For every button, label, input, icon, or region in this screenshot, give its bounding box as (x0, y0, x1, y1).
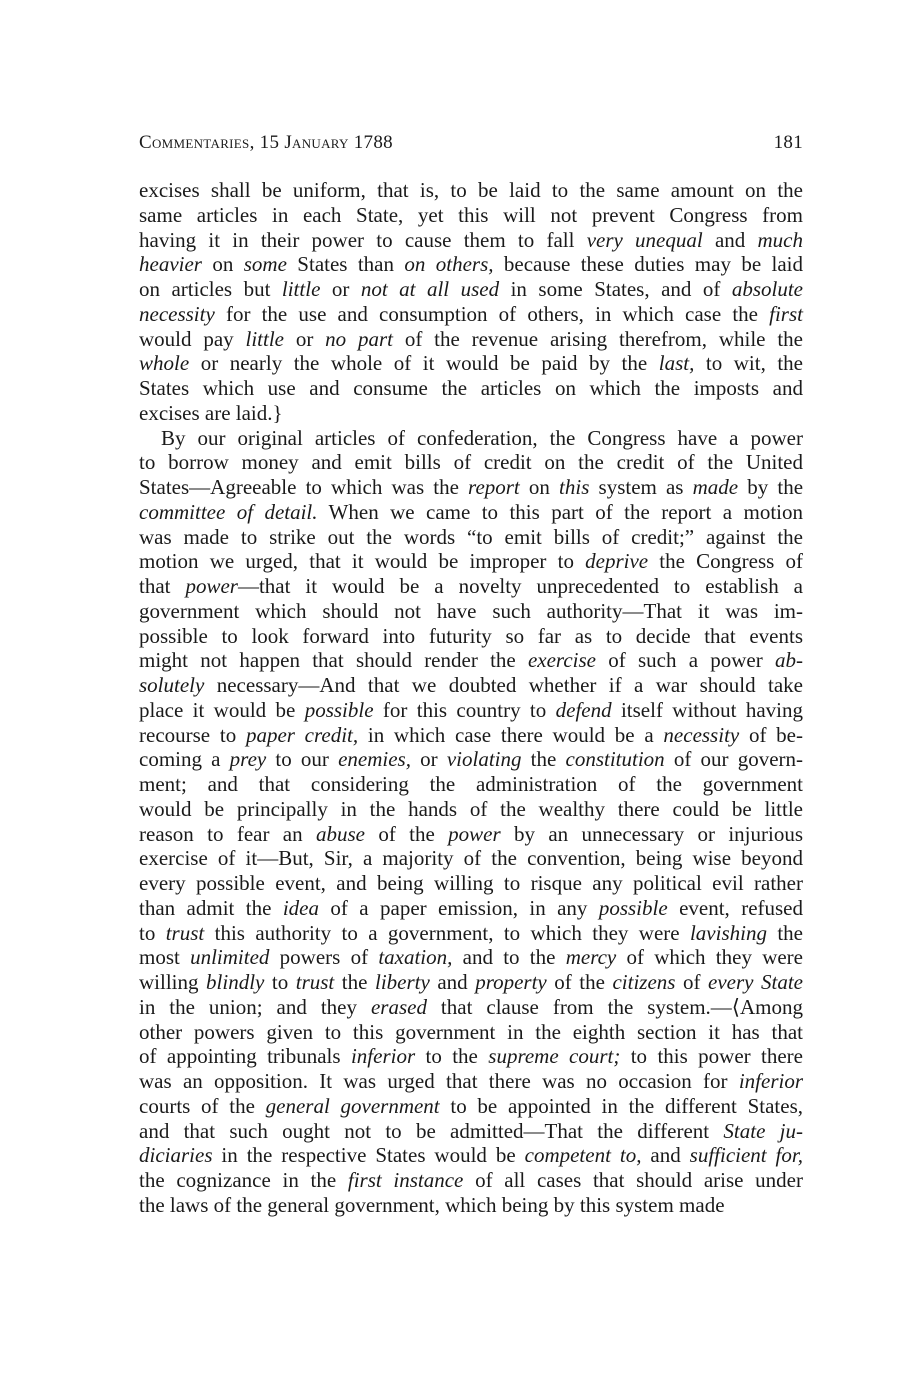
text-run: or (410, 747, 447, 772)
text-line (139, 970, 803, 995)
italic-run: mercy (565, 945, 617, 970)
text-run: or (320, 277, 361, 301)
italic-run: not at all used (360, 277, 500, 301)
italic-run: inferior (738, 1069, 803, 1093)
text-run: to (139, 920, 166, 945)
text-line (139, 599, 803, 624)
text-run: of be- (739, 722, 803, 747)
italic-run: committee of detail. (139, 499, 318, 524)
italic-run: power (185, 574, 238, 598)
text-run: the laws of the general government, which being by this system made (139, 1192, 725, 1217)
text-line (139, 871, 803, 896)
text-line (139, 1119, 803, 1144)
text-line (139, 302, 803, 327)
italic-run: enemies, (338, 747, 411, 772)
running-head-title: Commentaries, 15 January 1788 (139, 132, 393, 153)
text-run: by an unnecessary or injurious (500, 821, 804, 846)
italic-run: inferior (350, 1044, 416, 1069)
text-line (139, 1143, 803, 1168)
text-run: reason to fear an (139, 821, 316, 846)
italic-run: some (243, 252, 287, 277)
text-run: in which case there would be a (358, 722, 664, 747)
text-run: would be principally in the hands of the wealthy there could be little (139, 796, 803, 821)
text-run: States—Agreeable to which was the (139, 475, 469, 499)
text-run: would pay (139, 326, 246, 351)
text-line (139, 1044, 803, 1069)
italic-run: State ju- (723, 1118, 803, 1143)
text-run: of our govern- (664, 747, 804, 772)
italic-run: ab- (775, 648, 803, 673)
text-line (139, 277, 803, 302)
italic-run: prey (229, 747, 267, 772)
text-run: government which should not have such authority—That it was im- (139, 598, 803, 623)
text-line (139, 723, 803, 748)
italic-run: constitution (565, 747, 665, 772)
text-run: event, refused (667, 895, 803, 920)
text-line (139, 450, 803, 475)
italic-run: competent to, (524, 1143, 642, 1168)
text-line (139, 1020, 803, 1045)
text-run: motion we urged, that it would be improper to (139, 549, 586, 574)
italic-run: taxation, (378, 945, 453, 970)
italic-run: exercise (527, 648, 596, 673)
italic-run: first instance (347, 1168, 464, 1192)
text-run: of all cases that should arise under (463, 1168, 803, 1192)
text-line (139, 921, 803, 946)
italic-run: unlimited (190, 945, 270, 970)
text-run: for the use and consumption of others, in which case the (214, 301, 770, 326)
italic-run: paper credit, (245, 722, 359, 747)
italic-run: solutely (139, 673, 205, 697)
text-run: exercise of it—But, Sir, a majority of the convention, being wise beyond (139, 846, 803, 871)
italic-run: very unequal (586, 227, 703, 252)
text-run: excises shall be uniform, that is, to be laid to the same amount on the (139, 178, 803, 202)
italic-run: possible (304, 697, 374, 722)
text-run: than admit the (139, 895, 283, 920)
text-run: or (284, 326, 326, 351)
italic-run: defend (555, 697, 612, 722)
text-run: to be appointed in the different States, (439, 1093, 803, 1118)
body-text (139, 178, 803, 1218)
text-run: the (766, 920, 803, 945)
text-line (139, 500, 803, 525)
text-line (139, 1094, 803, 1119)
text-run: coming a (139, 747, 230, 772)
paragraph-p1 (139, 178, 803, 426)
italic-run: power (448, 821, 501, 846)
text-run: willing (139, 970, 207, 994)
paragraph-p2 (139, 426, 803, 1218)
text-line (139, 376, 803, 401)
text-run: itself without having (611, 697, 803, 722)
text-run: of which they were (616, 945, 803, 970)
running-head (139, 128, 803, 158)
text-line (139, 673, 803, 698)
text-run: powers of (269, 945, 379, 970)
text-run: in the respective States would be (212, 1143, 525, 1168)
text-line (139, 228, 803, 253)
italic-run: trust (165, 920, 205, 945)
text-run: States than (286, 252, 405, 277)
italic-run: no part (325, 326, 394, 351)
italic-run: abuse (315, 821, 365, 846)
italic-run: much (757, 227, 803, 252)
text-run: —that it would be a novelty unprecedented to establish a (237, 574, 803, 598)
text-run: and to the (452, 945, 566, 970)
italic-run: this (559, 475, 590, 499)
text-run: the Congress of (648, 549, 803, 574)
italic-run: trust (295, 970, 335, 994)
italic-run: general government (265, 1093, 440, 1118)
page-number: 181 (773, 132, 803, 153)
text-line (139, 574, 803, 599)
italic-run: idea (282, 895, 319, 920)
text-run: possible to look forward into futurity so far as to decide that events (139, 623, 803, 648)
text-line (139, 525, 803, 550)
text-run: and (641, 1143, 690, 1168)
italic-run: necessity (139, 301, 215, 326)
italic-run: little (281, 277, 321, 301)
text-run: excises are laid.} (139, 400, 283, 425)
italic-run: blindly (206, 970, 265, 994)
text-line (139, 648, 803, 673)
text-line (139, 945, 803, 970)
text-run: might not happen that should render the (139, 648, 528, 673)
text-run: system as (589, 475, 693, 499)
text-run: the cognizance in the (139, 1168, 348, 1192)
italic-run: every State (708, 970, 803, 994)
italic-run: erased (370, 994, 427, 1019)
text-run: on (519, 475, 560, 499)
italic-run: property (475, 970, 547, 994)
text-line (139, 351, 803, 376)
text-run: of such a power (595, 648, 775, 673)
text-run: By our original articles of confederation, the Congress have a power (161, 425, 803, 450)
text-run: ment; and that considering the administration of the government (139, 772, 803, 796)
text-run: that clause from the system.—⟨Among (426, 994, 804, 1019)
text-run: was made to strike out the words “to emit bills of credit;” against the (139, 524, 803, 549)
text-run: and (702, 227, 758, 252)
text-line (139, 797, 803, 822)
italic-run: necessity (663, 722, 740, 747)
text-line (139, 1168, 803, 1193)
text-run: because these duties may be laid (493, 252, 804, 277)
italic-run: made (692, 475, 739, 499)
text-run: having it in their power to cause them to fall (139, 227, 587, 252)
text-run: of a paper emission, in any (319, 895, 599, 920)
text-line (139, 426, 803, 451)
text-run: same articles in each State, yet this will not prevent Congress from (139, 202, 803, 227)
text-run: in the union; and they (139, 994, 371, 1019)
text-run: to borrow money and emit bills of credit on the credit of the United (139, 450, 803, 475)
text-run: that (139, 574, 186, 598)
text-line (139, 1069, 803, 1094)
text-line (139, 772, 803, 797)
text-line (139, 178, 803, 203)
text-run: on (201, 252, 244, 277)
text-run: most (139, 945, 191, 970)
italic-run: whole (139, 351, 190, 376)
text-run: in some States, and of (499, 277, 732, 301)
text-run: the (521, 747, 566, 772)
text-line (139, 1193, 803, 1218)
text-run: recourse to (139, 722, 246, 747)
text-run: of the (364, 821, 449, 846)
text-run: of the (546, 970, 613, 994)
text-line (139, 475, 803, 500)
text-run: on articles but (139, 277, 282, 301)
italic-run: report (468, 475, 520, 499)
text-run: the (334, 970, 375, 994)
text-line (139, 747, 803, 772)
italic-run: heavier (139, 252, 202, 277)
text-run: of the revenue arising therefrom, while the (393, 326, 803, 351)
text-line (139, 401, 803, 426)
text-run: of (675, 970, 709, 994)
italic-run: last, (658, 351, 695, 376)
text-line (139, 995, 803, 1020)
text-run: necessary—And that we doubted whether if a war should take (204, 673, 803, 697)
text-run: by the (738, 475, 804, 499)
italic-run: liberty (374, 970, 430, 994)
italic-run: citizens (612, 970, 676, 994)
text-run: was an opposition. It was urged that there was no occasion for (139, 1069, 739, 1093)
italic-run: sufficient for, (689, 1143, 803, 1168)
italic-run: diciaries (139, 1143, 213, 1168)
text-run: place it would be (139, 697, 305, 722)
text-line (139, 624, 803, 649)
italic-run: little (245, 326, 284, 351)
italic-run: first (769, 301, 803, 326)
italic-run: possible (598, 895, 668, 920)
text-run: to wit, the (694, 351, 804, 376)
text-run: to this power there (620, 1044, 803, 1069)
text-run: to our (266, 747, 339, 772)
italic-run: supreme court; (488, 1044, 621, 1069)
text-run: and that such ought not to be admitted—That the different (139, 1118, 724, 1143)
text-run: other powers given to this government in the eighth section it has that (139, 1019, 803, 1044)
text-run: for this country to (373, 697, 556, 722)
text-line (139, 327, 803, 352)
text-line (139, 846, 803, 871)
text-run: courts of the (139, 1093, 266, 1118)
italic-run: absolute (731, 277, 804, 301)
text-run: this authority to a government, to which they were (204, 920, 690, 945)
italic-run: on others, (404, 252, 494, 277)
italic-run: lavishing (689, 920, 767, 945)
text-run: to (264, 970, 296, 994)
text-line (139, 822, 803, 847)
text-line (139, 203, 803, 228)
text-run: every possible event, and being willing to risque any political evil rather (139, 871, 803, 895)
text-line (139, 549, 803, 574)
text-run: and (429, 970, 476, 994)
italic-run: violating (446, 747, 522, 772)
text-line (139, 698, 803, 723)
text-line (139, 252, 803, 277)
italic-run: deprive (585, 549, 649, 574)
text-run: to the (415, 1044, 489, 1069)
text-run: States which use and consume the articles on which the imposts and (139, 376, 803, 400)
text-run: of appointing tribunals (139, 1044, 351, 1069)
text-run: or nearly the whole of it would be paid by the (189, 351, 659, 376)
text-run: When we came to this part of the report a motion (317, 499, 803, 524)
text-line (139, 896, 803, 921)
